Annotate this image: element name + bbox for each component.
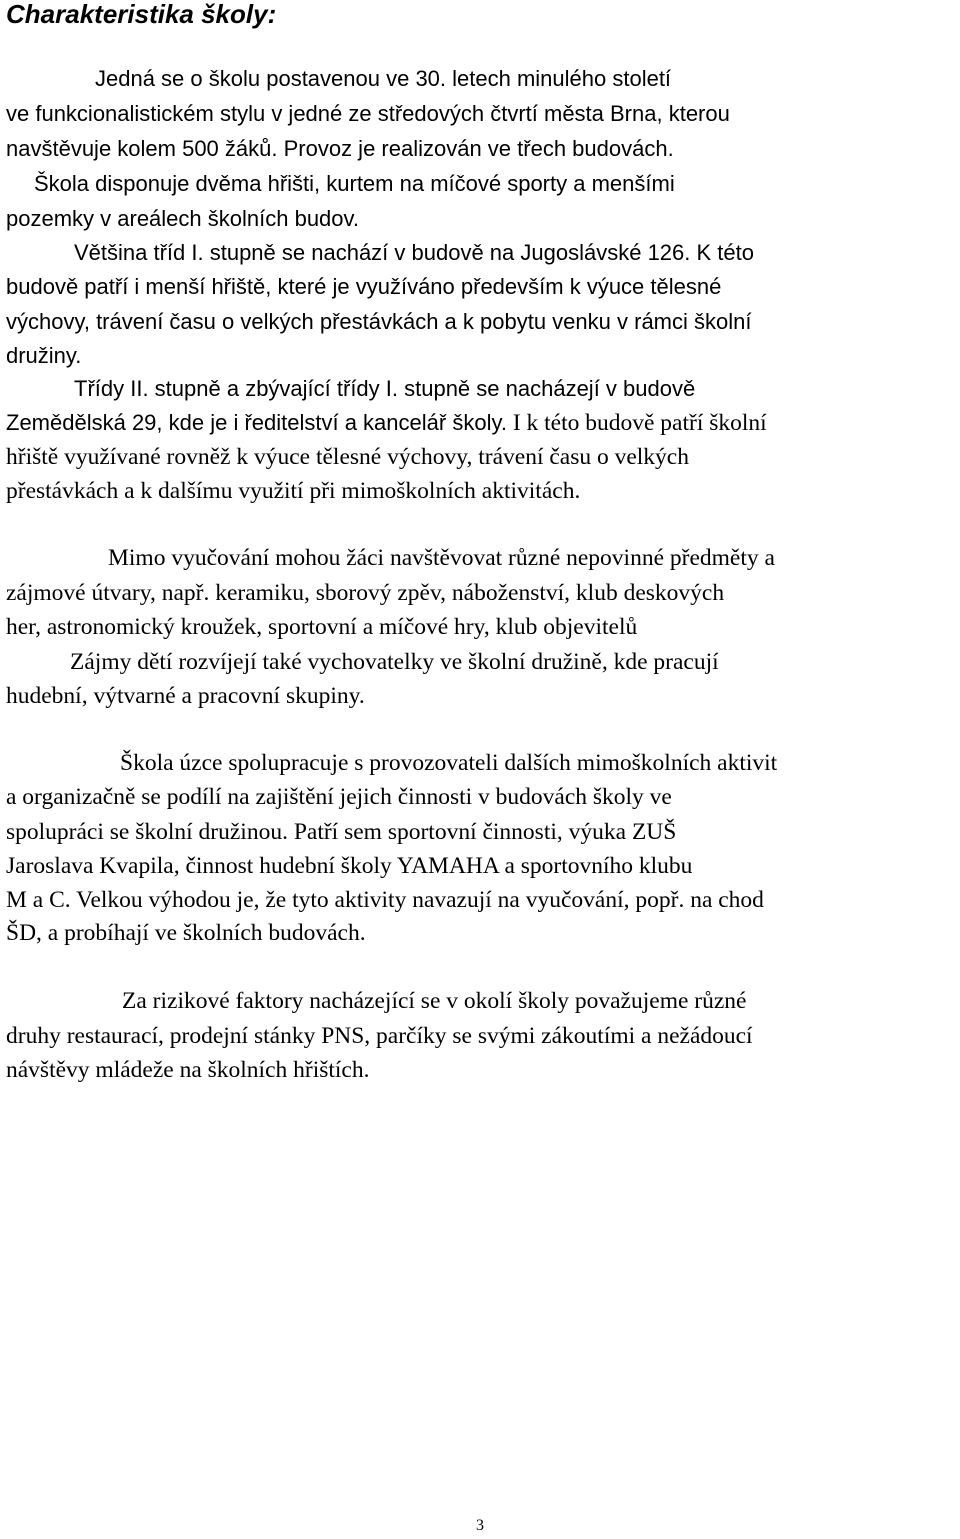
- paragraph-line: a organizačně se podílí na zajištění jejich činnosti v budovách školy ve: [6, 784, 672, 810]
- line-part: Zemědělská 29, kde je i ředitelství a kancelář školy.: [6, 410, 507, 435]
- paragraph-line: pozemky v areálech školních budov.: [6, 206, 359, 231]
- line-part: I k této budově patří školní: [506, 410, 767, 436]
- paragraph-line: ve funkcionalistickém stylu v jedné ze středových čtvrtí města Brna, kterou: [6, 101, 730, 126]
- paragraph-line: přestávkách a k dalšímu využití při mimoškolních aktivitách.: [6, 478, 581, 504]
- paragraph-line: hudební, výtvarné a pracovní skupiny.: [6, 683, 365, 709]
- paragraph-line: výchovy, trávení času o velkých přestávkách a k pobytu venku v rámci školní: [6, 309, 752, 334]
- paragraph-line: [6, 406, 767, 440]
- section-heading: Charakteristika školy:: [6, 0, 277, 29]
- paragraph-line: Mimo vyučování mohou žáci navštěvovat různé nepovinné předměty a: [108, 545, 775, 571]
- paragraph-line: družiny.: [6, 343, 82, 368]
- paragraph-line: Škola disponuje dvěma hřišti, kurtem na míčové sporty a menšími: [34, 171, 675, 196]
- paragraph-line: ŠD, a probíhají ve školních budovách.: [6, 920, 366, 946]
- paragraph-line: Jedná se o školu postavenou ve 30. letech minulého století: [95, 66, 672, 91]
- paragraph-line: Zájmy dětí rozvíjejí také vychovatelky ve školní družině, kde pracují: [70, 649, 719, 675]
- paragraph-line: her, astronomický kroužek, sportovní a míčové hry, klub objevitelů: [6, 614, 638, 640]
- paragraph-line: M a C. Velkou výhodou je, že tyto aktivity navazují na vyučování, popř. na chod: [6, 887, 764, 913]
- paragraph-line: Jaroslava Kvapila, činnost hudební školy YAMAHA a sportovního klubu: [6, 853, 693, 879]
- paragraph-line: spolupráci se školní družinou. Patří sem sportovní činnosti, výuka ZUŠ: [6, 819, 677, 845]
- paragraph-line: budově patří i menší hřiště, které je využíváno především k výuce tělesné: [6, 274, 722, 299]
- paragraph-line: navštěvuje kolem 500 žáků. Provoz je realizován ve třech budovách.: [6, 136, 674, 161]
- paragraph-line: Většina tříd I. stupně se nachází v budově na Jugoslávské 126. K této: [74, 240, 754, 265]
- page-number: 3: [476, 1517, 484, 1534]
- paragraph-line: druhy restaurací, prodejní stánky PNS, parčíky se svými zákoutími a nežádoucí: [6, 1023, 753, 1049]
- paragraph-line: hřiště využívané rovněž k výuce tělesné výchovy, trávení času o velkých: [6, 444, 689, 470]
- paragraph-line: návštěvy mládeže na školních hřištích.: [6, 1057, 370, 1083]
- paragraph-line: Škola úzce spolupracuje s provozovateli dalších mimoškolních aktivit: [120, 750, 778, 776]
- paragraph-line: zájmové útvary, např. keramiku, sborový zpěv, náboženství, klub deskových: [6, 580, 725, 606]
- paragraph-line: Třídy II. stupně a zbývající třídy I. stupně se nacházejí v budově: [74, 376, 696, 401]
- paragraph-line: Za rizikové faktory nacházející se v okolí školy považujeme různé: [122, 988, 747, 1014]
